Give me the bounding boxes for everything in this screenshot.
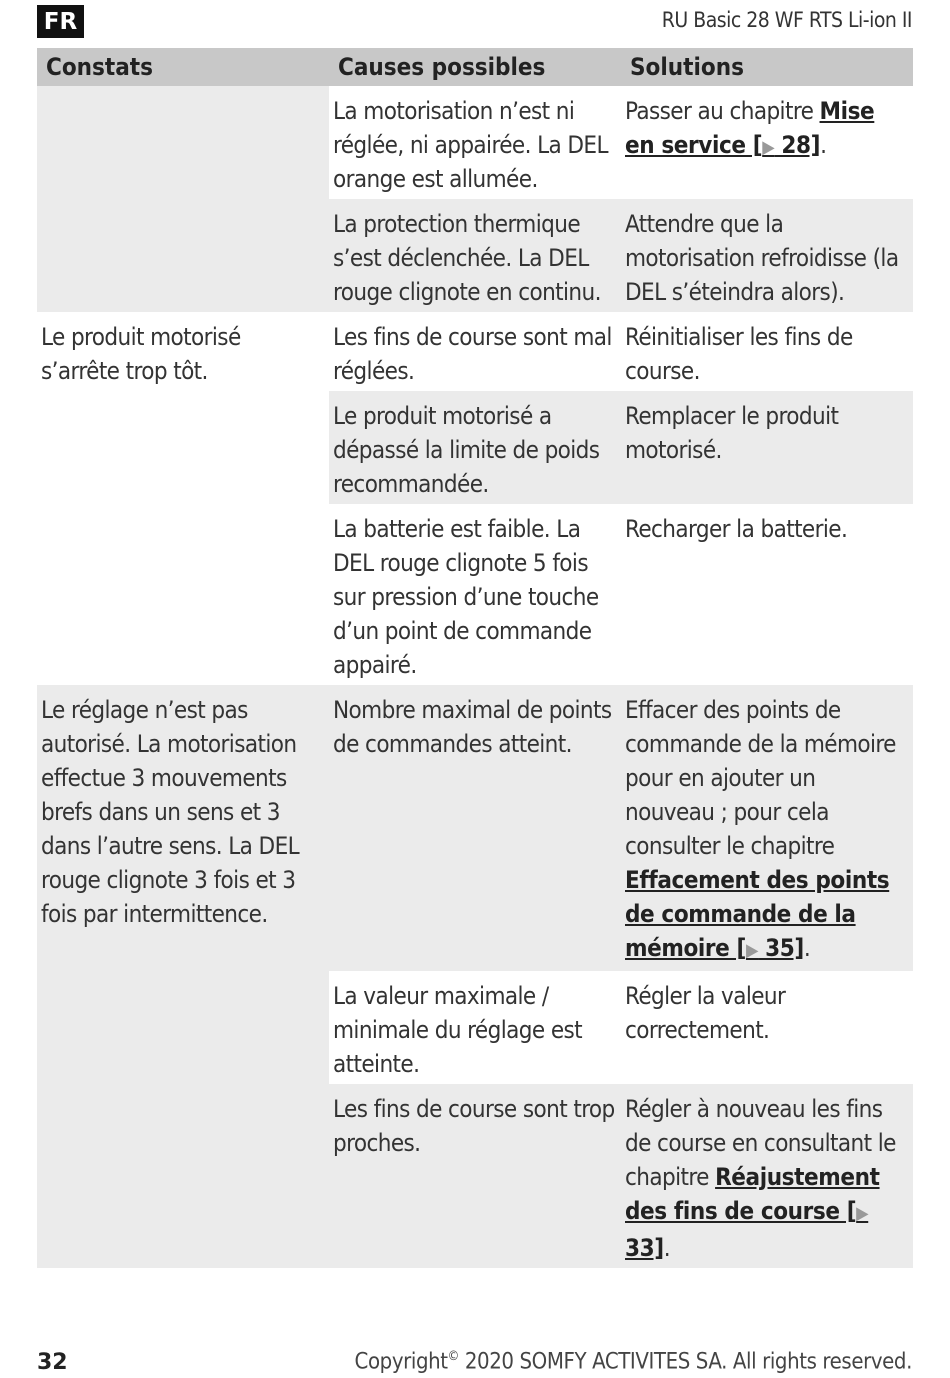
solution-cell: Attendre que la motorisation refroidisse (la DEL s’éteindra alors). [621,199,913,312]
page-reference-arrow-icon: ▶ [856,1203,869,1224]
solution-cell: Régler la valeur correctement. [621,971,913,1084]
solution-cell: Recharger la batterie. [621,504,913,685]
chapter-link-effacement[interactable]: Effacement des points de commande de la mémoire [▶ 35] [625,866,890,962]
page-reference-arrow-icon: ▶ [745,940,759,961]
cause-cell: Nombre maximal de points de commandes atteint. [329,685,621,971]
cause-cell: Les fins de course sont trop proches. [329,1084,621,1268]
copyright-mark: © [447,1349,459,1364]
copyright-notice: Copyright© 2020 SOMFY ACTIVITES SA. All rights reserved. [354,1349,912,1375]
constat-cell: Le réglage n’est pas autorisé. La motorisation effectue 3 mouvements brefs dans un sens et 3 dans l’autre sens. La DEL rouge clignote 3 fois et 3 fois par intermittence. [37,685,329,1268]
solution-text: Passer au chapitre [625,97,820,125]
troubleshooting-table [37,48,913,1268]
solution-cell: Effacer des points de commande de la mémoire pour en ajouter un nouveau ; pour cela consulter le chapitre Effacement des points de commande de la mémoire [▶ 35]. [621,685,913,971]
column-header-causes: Causes possibles [329,48,621,86]
cause-cell: Le produit motorisé a dépassé la limite de poids recommandée. [329,391,621,504]
column-header-constats: Constats [37,48,329,86]
page-reference-arrow-icon: ▶ [762,137,775,158]
document-title: RU Basic 28 WF RTS Li-ion II [661,8,912,32]
cause-cell: La valeur maximale / minimale du réglage est atteinte. [329,971,621,1084]
table-row [37,86,913,199]
solution-text: Effacer des points de commande de la mémoire pour en ajouter un nouveau ; pour cela consulter le chapitre [625,696,896,860]
cause-cell: La motorisation n’est ni réglée, ni appairée. La DEL orange est allumée. [329,86,621,199]
cause-cell: La protection thermique s’est déclenchée. La DEL rouge clignote en continu. [329,199,621,312]
language-badge: FR [37,5,84,38]
chapter-link-reajustement[interactable]: Réajustement des fins de course [▶ 33] [625,1163,880,1262]
solution-cell: Régler à nouveau les fins de course en consultant le chapitre Réajustement des fins de course [▶ 33]. [621,1084,913,1268]
solution-cell: Remplacer le produit motorisé. [621,391,913,504]
constat-cell [37,86,329,312]
solution-cell: Réinitialiser les fins de course. [621,312,913,391]
cause-cell: Les fins de course sont mal réglées. [329,312,621,391]
chapter-link-mise-en-service[interactable]: Mise en service [▶ 28] [625,97,875,159]
cause-cell: La batterie est faible. La DEL rouge clignote 5 fois sur pression d’une touche d’un point de commande appairé. [329,504,621,685]
table-row [37,312,913,391]
solution-cell: Passer au chapitre Mise en service [▶ 28]. [621,86,913,199]
solution-text: Régler à nouveau les fins de course en consultant le chapitre [625,1095,896,1191]
table-row [37,685,913,971]
constat-cell: Le produit motorisé s’arrête trop tôt. [37,312,329,685]
page-number: 32 [37,1350,68,1375]
table-header-row [37,48,913,86]
column-header-solutions: Solutions [621,48,913,86]
